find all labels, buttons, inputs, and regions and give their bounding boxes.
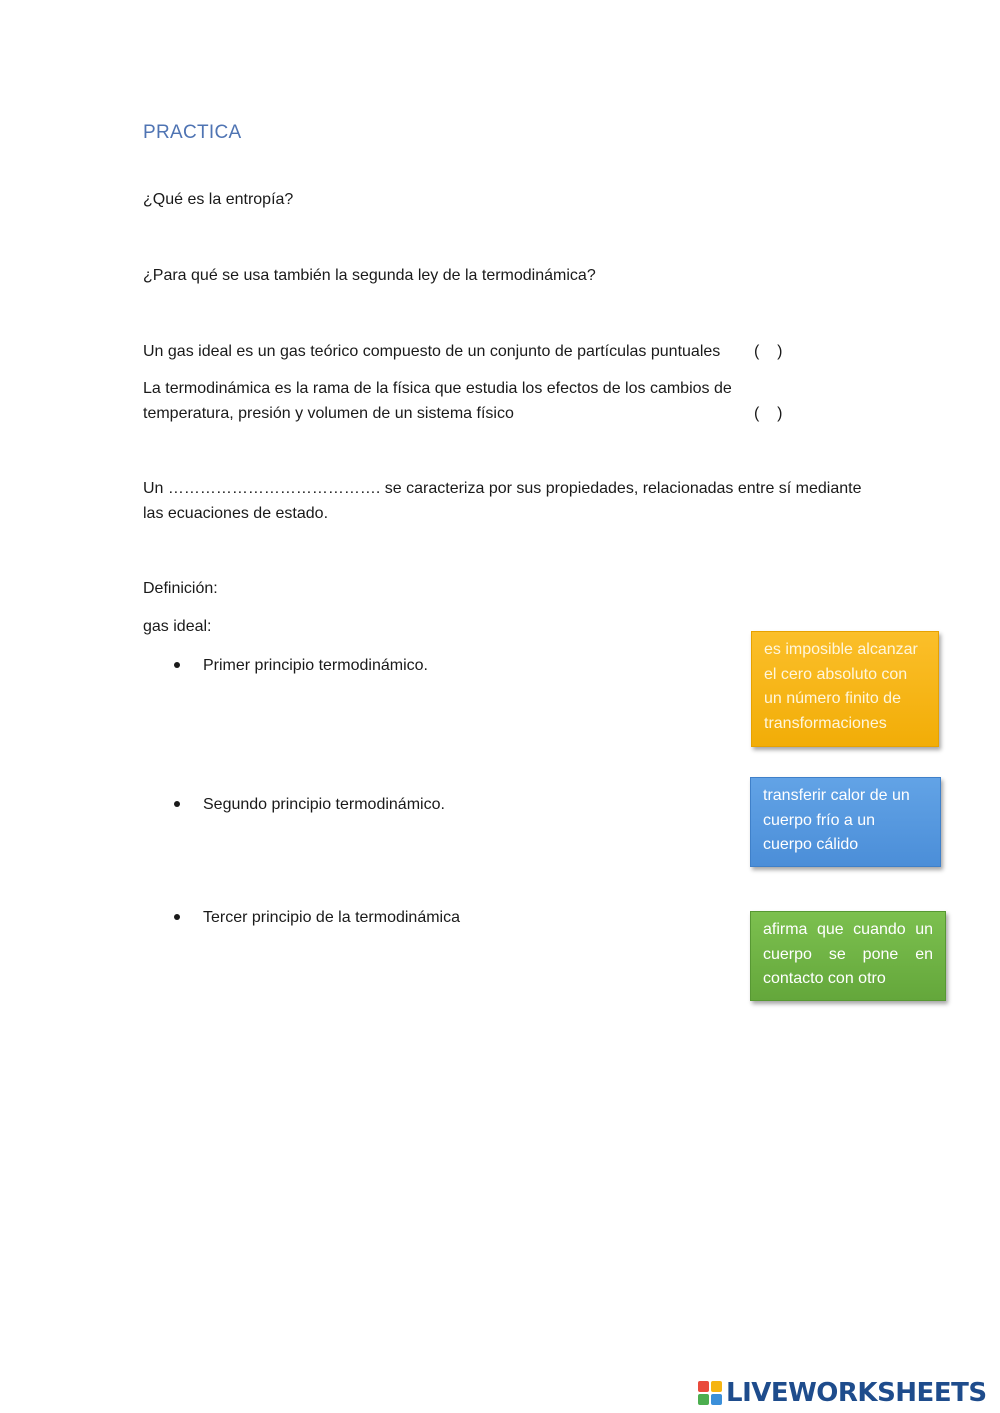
question-second-law: ¿Para qué se usa también la segunda ley de la termodinámica?	[143, 267, 596, 284]
bullet-icon	[174, 914, 180, 920]
liveworksheets-logo	[698, 1378, 987, 1408]
logo-text: LIVEWORKSHEETS	[726, 1378, 987, 1408]
draggable-answer-box-zero-absolute[interactable]: es imposible alcanzar el cero absoluto con un número finito de transformaciones	[751, 631, 939, 747]
logo-mark-icon	[698, 1381, 722, 1405]
true-false-answer-slot-1[interactable]: ( )	[754, 343, 783, 360]
gas-ideal-label: gas ideal:	[143, 618, 212, 635]
true-false-statement-1: Un gas ideal es un gas teórico compuesto de un conjunto de partículas puntuales	[143, 343, 721, 360]
draggable-answer-box-heat-transfer[interactable]: transferir calor de un cuerpo frío a un cuerpo cálido	[750, 777, 941, 867]
true-false-answer-slot-2[interactable]: ( )	[754, 405, 783, 422]
bullet-icon	[174, 662, 180, 668]
question-entropy: ¿Qué es la entropía?	[143, 191, 294, 208]
true-false-statement-2-line-2: temperatura, presión y volumen de un sistema físico	[143, 405, 514, 422]
fill-in-blank-line-2: las ecuaciones de estado.	[143, 505, 329, 522]
bullet-icon	[174, 801, 180, 807]
draggable-answer-box-thermal-contact[interactable]: afirma que cuando un cuerpo se pone en contacto con otro	[750, 911, 946, 1001]
definition-heading: Definición:	[143, 580, 218, 597]
worksheet-title: PRACTICA	[143, 122, 242, 143]
bullet-first-principle: Primer principio termodinámico.	[203, 657, 428, 674]
true-false-statement-2-line-1: La termodinámica es la rama de la física que estudia los efectos de los cambios de	[143, 380, 732, 397]
bullet-third-principle: Tercer principio de la termodinámica	[203, 909, 460, 926]
bullet-second-principle: Segundo principio termodinámico.	[203, 796, 445, 813]
fill-in-blank-line-1[interactable]: Un …………………………………. se caracteriza por sus propiedades, relacionadas entre sí mediante	[143, 480, 862, 497]
